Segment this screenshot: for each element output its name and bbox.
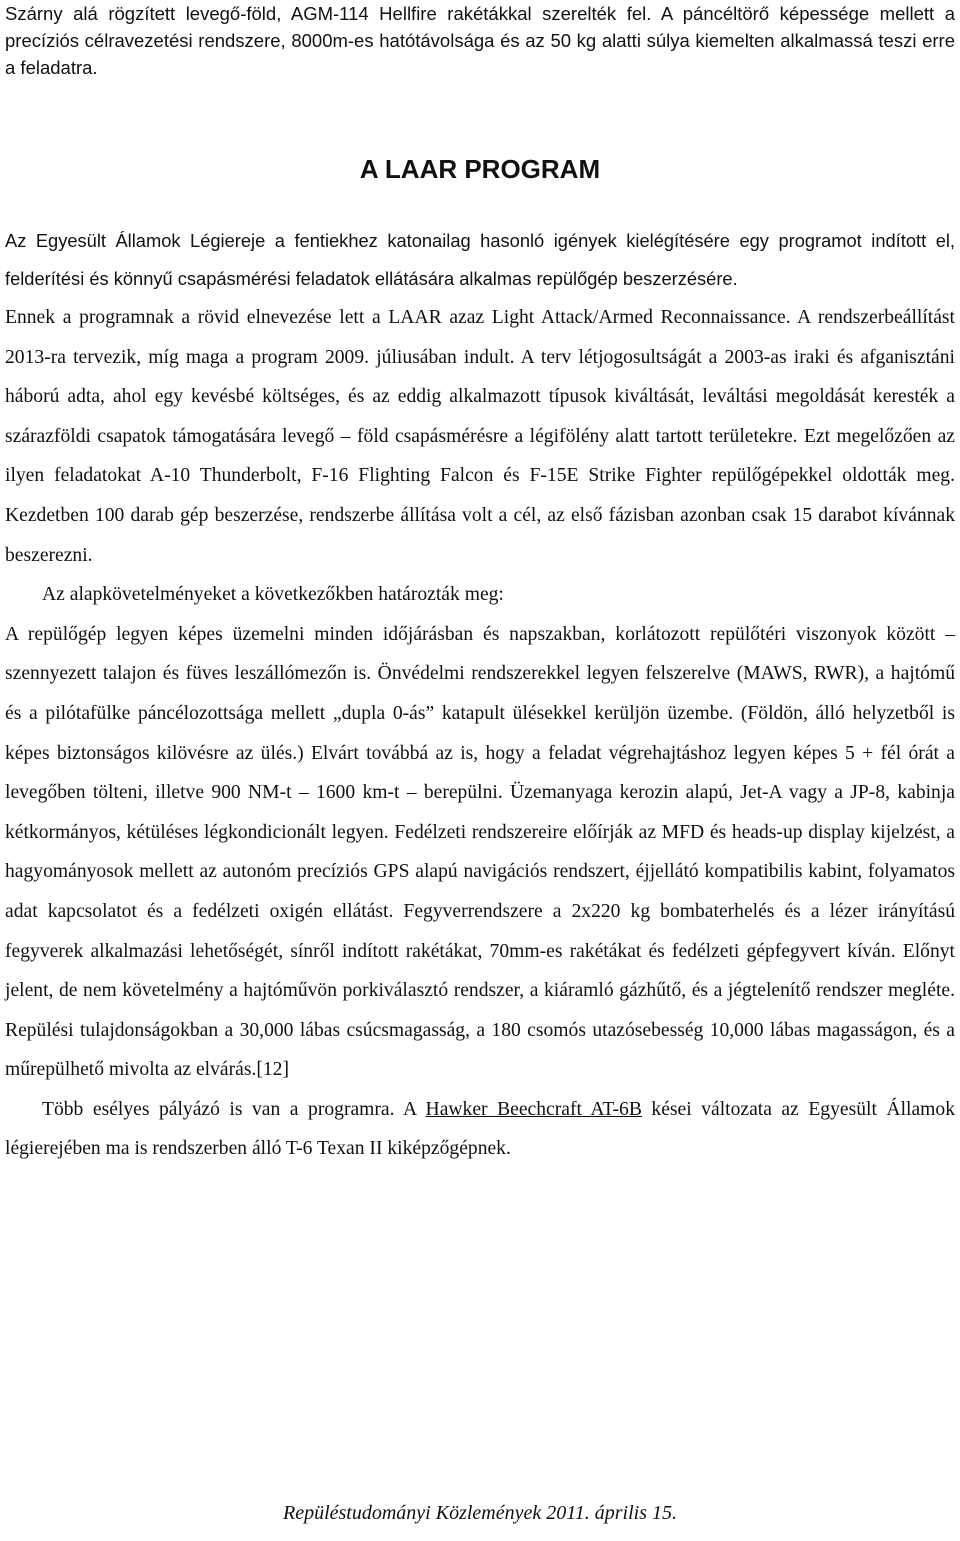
candidates-text-before: Több esélyes pályázó is van a programra. A: [42, 1098, 426, 1120]
requirements-intro: Az alapkövetelményeket a következőkben határozták meg:: [42, 584, 504, 606]
section-heading: A LAAR PROGRAM: [359, 154, 601, 184]
document-page: [5, 0, 955, 1160]
hawker-beechcraft-link[interactable]: Hawker Beechcraft AT-6B: [425, 1098, 642, 1120]
page-footer: Repüléstudományi Közlemények 2011. április 15.: [282, 1502, 677, 1524]
candidates-paragraph: [5, 1090, 955, 1169]
program-paragraph-sans: Az Egyesült Államok Légiereje a fentiekhez katonailag hasonló igények kielégítésére egy programot indított el, felderítési és könnyű csapásmérési feladatok ellátására alkalmas repülőgép beszerzésére.: [5, 230, 955, 289]
section-body: [5, 222, 955, 1169]
program-paragraph-serif: Ennek a programnak a rövid elnevezése lett a LAAR azaz Light Attack/Armed Reconnaissance. A rendszerbeállítást 2013-ra tervezik, míg maga a program 2009. júliusában indult. A terv létjogosultságát a 2003-as iraki és afganisztáni háború adta, ahol egy kevésbé költséges, és az eddig alkalmazott típusok kiváltását, leváltási megoldását keresték a szárazföldi csapatok támogatására levegő – föld csapásmérésre a légifölény alatt tartott területekre. Ezt megelőzően az ilyen feladatokat A-10 Thunderbolt, F-16 Flighting Falcon és F-15E Strike Fighter repülőgépekkel oldották meg. Kezdetben 100 darab gép beszerzése, rendszerbe állítása volt a cél, az első fázisban azonban csak 15 darabot kívánnak beszerezni.: [5, 307, 955, 566]
candidates-text-after: kései változata az Egyesült Államok légierejében ma is rendszerben álló T-6 Texan II kiképzőgépnek.: [5, 1098, 955, 1160]
requirements-paragraph: A repülőgép legyen képes üzemelni minden időjárásban és napszakban, korlátozott repülőtéri viszonyok között – szennyezett talajon és füves leszállómezőn is. Önvédelmi rendszerekkel legyen felszerelve (MAWS, RWR), a hajtómű és a pilótafülke páncélozottsága mellett „dupla 0-ás” katapult ülésekkel kerüljön üzembe. (Földön, álló helyzetből is képes biztonságos kilövésre az ülés.) Elvárt továbbá az is, hogy a feladat végrehajtáshoz legyen képes 5 + fél órát a levegőben tölteni, illetve 900 NM-t – 1600 km-t – berepülni. Üzemanyaga kerozin alapú, Jet-A vagy a JP-8, kabinja kétkormányos, kétüléses légkondicionált legyen. Fedélzeti rendszereire előírják az MFD és heads-up display kijelzést, a hagyományosok mellett az autonóm precíziós GPS alapú navigációs rendszert, éjjellátó kompatibilis kabint, folyamatos adat kapcsolatot és a fedélzeti oxigén ellátást. Fegyverrendszere a 2x220 kg bombaterhelés és a lézer irányítású fegyverek alkalmazási lehetőségét, sínről indított rakétákat, 70mm-es rakétákat és fedélzeti gépfegyvert kíván. Előnyt jelent, de nem követelmény a hajtóművön porkiválasztó rendszer, a kiáramló gázhűtő, és a jégtelenítő rendszer megléte. Repülési tulajdonságokban a 30,000 lábas csúcsmagasság, a 180 csomós utazósebesség 10,000 lábas magasságon, és a műrepülhető mivolta az elvárás.[12]: [5, 623, 955, 1081]
intro-paragraph: Szárny alá rögzített levegő-föld, AGM-114 Hellfire rakétákkal szerelték fel. A páncéltörő képessége mellett a precíziós célravezetési rendszere, 8000m-es hatótávolsága és az 50 kg alatti súlya kiemelten alkalmassá teszi erre a feladatra.: [5, 3, 955, 78]
